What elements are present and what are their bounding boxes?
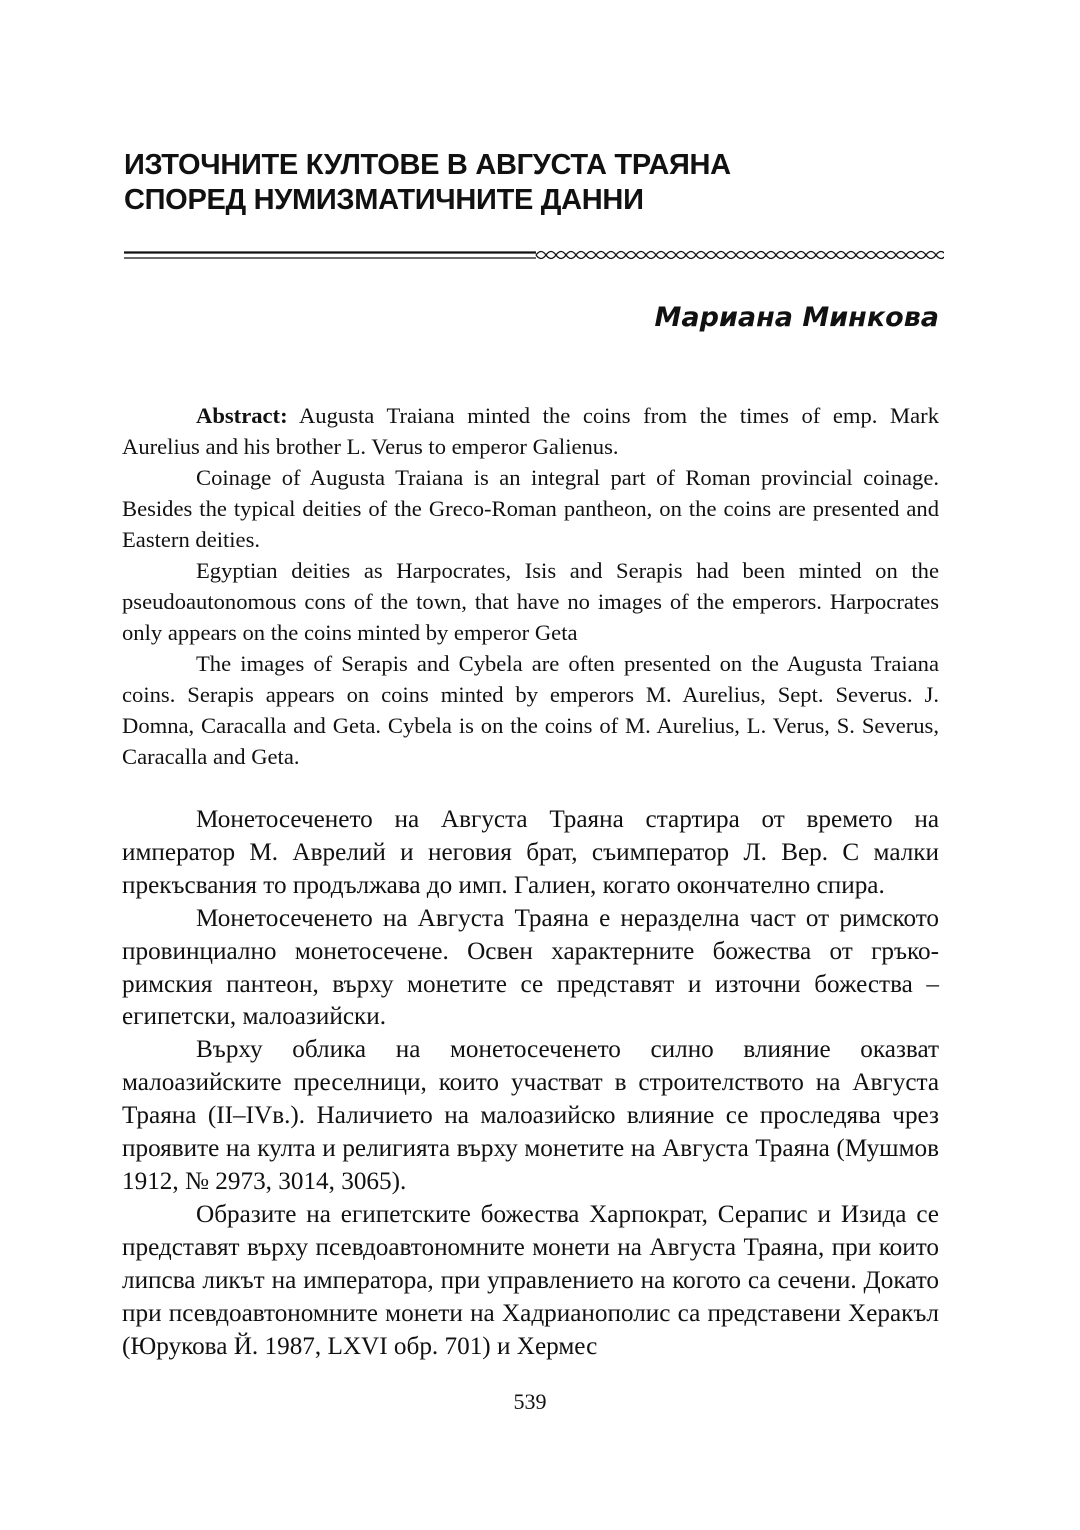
abstract-paragraph	[122, 400, 939, 462]
body-paragraph: Образите на египетските божества Харпократ, Серапис и Изида се представят върху псевдоавтономните монети на Августа Траяна, при които липсва ликът на императора, при управлението на когото са сечени. Докато при псевдоавтономните монети на Хадрианополис са представени Херакъл (Юрукова Й. 1987, LXVI обр. 701) и Хермес	[122, 1200, 939, 1360]
abstract	[122, 400, 939, 772]
body-paragraph: Върху облика на монетосеченето силно влияние оказват малоазийските преселници, които участват в строителството на Августа Траяна (II–IVв.). Наличието на малоазийско влияние се проследява чрез проявите на култа и религията върху монетите на Августа Траяна (Мушмов 1912, № 2973, 3014, 3065).	[122, 1036, 939, 1195]
page-number: 539	[513, 1389, 547, 1414]
article-title	[124, 148, 944, 218]
abstract-label: Abstract:	[196, 403, 288, 428]
abstract-text: Augusta Traiana minted the coins from the times of emp. Mark Aurelius and his brother L. Verus to emperor Galienus.	[122, 403, 939, 459]
body-paragraph: Монетосеченето на Августа Траяна е неразделна част от римското провинциално монетосечене. Освен характерните божества от гръко-римския пантеон, върху монетите се представят и източни божества – египетски, малоазийски.	[122, 904, 939, 1031]
article-body	[122, 804, 939, 1363]
body-paragraph: Монетосеченето на Августа Траяна стартира от времето на император М. Аврелий и неговия брат, съимператор Л. Вер. С малки прекъсвания то продължава до имп. Галиен, когато окончателно спира.	[122, 806, 939, 899]
author-name: Мариана Минкова	[654, 302, 939, 333]
title-line-1: ИЗТОЧНИТЕ КУЛТОВЕ В АВГУСТА ТРАЯНА	[124, 149, 731, 181]
ornamental-divider-icon	[124, 244, 944, 268]
abstract-paragraph: Egyptian deities as Harpocrates, Isis and Serapis had been minted on the pseudoautonomous cons of the town, that have no images of the emperors. Harpocrates only appears on the coins minted by emperor Geta	[122, 558, 939, 645]
abstract-paragraph: The images of Serapis and Cybela are often presented on the Augusta Traiana coins. Serapis appears on coins minted by emperors M. Aurelius, Sept. Severus. J. Domna, Caracalla and Geta. Cybela is on the coins of M. Aurelius, L. Verus, S. Severus, Caracalla and Geta.	[122, 651, 939, 769]
abstract-paragraph: Coinage of Augusta Traiana is an integral part of Roman provincial coinage. Besides the typical deities of the Greco-Roman pantheon, on the coins are presented and Eastern deities.	[122, 465, 939, 552]
title-line-2: СПОРЕД НУМИЗМАТИЧНИТЕ ДАННИ	[124, 184, 644, 216]
